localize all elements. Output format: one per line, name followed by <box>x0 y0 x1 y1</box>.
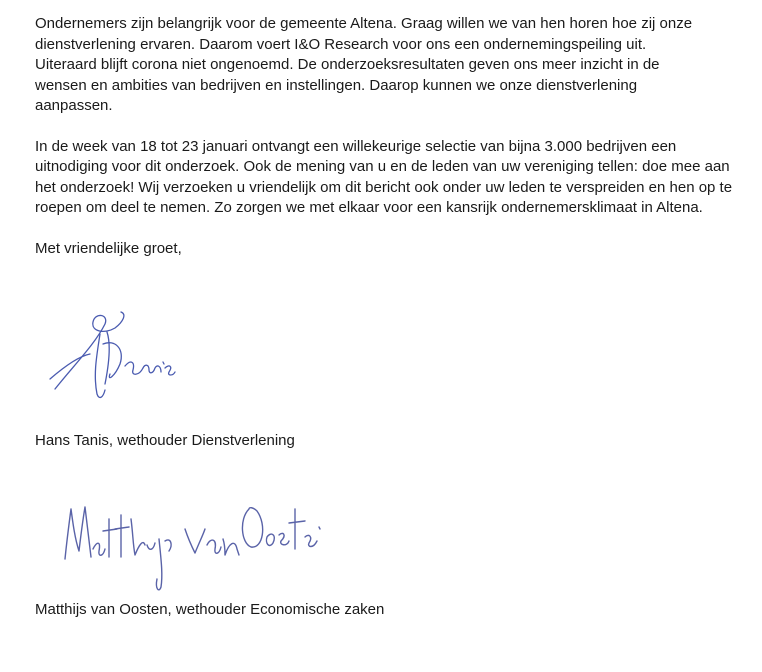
signature-matthijs-van-oosten <box>35 479 325 599</box>
paragraph-intro: Ondernemers zijn belangrijk voor de gemeente Altena. Graag willen we van hen horen hoe zij onze dienstverlening ervaren. Daarom voert I&O Research voor ons een ondernemingspeiling uit. Uiteraard blijft corona niet ongenoemd. De onderzoeksresultaten geven ons meer inzicht in de wensen en ambities van bedrijven en instellingen. Daarop kunnen we onze dienstverlening aanpassen. <box>35 15 693 114</box>
paragraph-invitation: In de week van 18 tot 23 januari ontvangt een willekeurige selectie van bijna 3.000 bedrijven een uitnodiging voor dit onderzoek. Ook de mening van u en de leden van uw vereniging tellen: doe mee aan het onderzoek! Wij verzoeken u vriendelijk om dit bericht ook onder uw leden te verspreiden en hen op te roepen om deel te nemen. Zo zorgen we met elkaar voor een kansrijk ondernemersklimaat in Altena. <box>35 137 733 216</box>
signature-2-drawing <box>35 479 325 599</box>
greeting: Met vriendelijke groet, <box>35 239 182 257</box>
letter-body <box>35 14 750 618</box>
signatory-1-name: Hans Tanis, wethouder Dienstverlening <box>35 432 295 449</box>
signature-hans-tanis <box>35 304 195 404</box>
signatory-2-name: Matthijs van Oosten, wethouder Economische zaken <box>35 601 385 618</box>
signature-1-drawing <box>35 304 195 404</box>
